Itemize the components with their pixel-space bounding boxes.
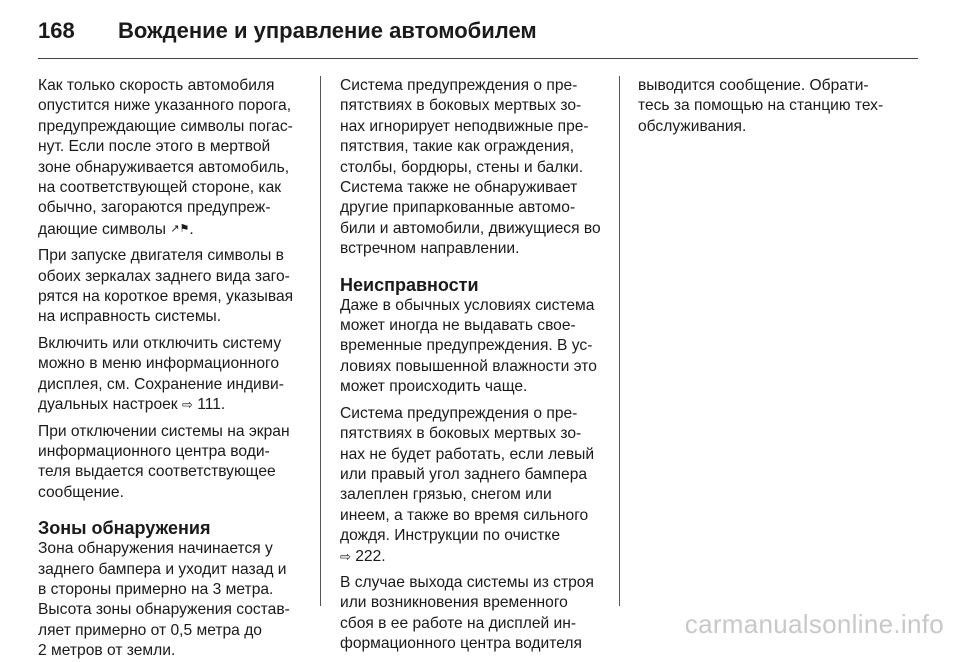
paragraph	[340, 296, 608, 398]
text-line: обслуживания.	[638, 117, 747, 135]
text-line: можно в меню информационного	[38, 355, 280, 373]
text-line: может иногда не выдавать свое-	[340, 317, 576, 335]
text-line: Система также не обнаруживает	[340, 179, 578, 197]
text-line	[38, 219, 310, 240]
text-line: информационного центра води-	[38, 442, 270, 460]
page-reference-arrow-icon: ⇨	[340, 548, 351, 564]
text-line: При запуске двигателя символы в	[38, 247, 284, 265]
paragraph	[38, 539, 310, 661]
text-line: на соответствующей стороне, как	[38, 179, 282, 197]
blind-spot-warning-icon: ↗⚑	[170, 222, 190, 235]
text-line: нах игнорирует неподвижные пре-	[340, 117, 589, 135]
paragraph	[340, 404, 608, 567]
page-reference[interactable]: 111.	[197, 396, 226, 414]
text-line	[340, 547, 608, 567]
text-line: сообщение.	[38, 483, 124, 501]
column-1	[38, 76, 310, 662]
text-line: теля выдается соответствующее	[38, 463, 276, 481]
text-line: столбы, бордюры, стены и балки.	[340, 158, 584, 176]
watermark: carmanualsonline.info	[684, 609, 944, 639]
text-line: или правый угол заднего бампера	[340, 465, 588, 483]
text-line: ловиях повышенной влажности это	[340, 357, 597, 375]
text-line: обоих зеркалах заднего вида заго-	[38, 267, 290, 285]
text-fragment: дуальных настроек	[38, 396, 178, 414]
header-divider	[38, 58, 918, 59]
text-line: Система предупреждения о пре-	[340, 404, 578, 422]
text-line: дождя. Инструкции по очистке	[340, 527, 561, 545]
text-line: опустится ниже указанного порога,	[38, 97, 292, 115]
text-line: Как только скорость автомобиля	[38, 77, 275, 94]
paragraph	[38, 246, 310, 328]
text-fragment: дающие символы	[38, 220, 166, 238]
text-line: 2 метров от земли.	[38, 642, 176, 660]
text-line: на исправность системы.	[38, 308, 222, 326]
text-line: выводится сообщение. Обрати-	[638, 77, 869, 94]
text-line: предупреждающие символы погас-	[38, 117, 293, 135]
text-line: зоне обнаруживается автомобиль,	[38, 158, 290, 176]
text-line: били и автомобили, движущиеся во	[340, 219, 601, 237]
text-line: в стороны примерно на 3 метра.	[38, 580, 274, 598]
paragraph	[38, 422, 310, 504]
text-line: пятствия, такие как ограждения,	[340, 138, 575, 156]
text-line: обычно, загораются предупреж-	[38, 199, 271, 217]
page-title: Вождение и управление автомобилем	[118, 18, 537, 43]
text-line: Система предупреждения о пре-	[340, 77, 578, 94]
paragraph	[38, 76, 310, 240]
text-line: сбоя в ее работе на дисплей ин-	[340, 614, 577, 632]
page-header	[38, 18, 537, 48]
column-3	[638, 76, 908, 137]
paragraph	[340, 76, 608, 260]
text-line: рятся на короткое время, указывая	[38, 288, 294, 306]
text-line: временные предупреждения. В ус-	[340, 337, 593, 355]
page-reference[interactable]: 222.	[355, 547, 386, 565]
text-line: пятствиях в боковых мертвых зо-	[340, 97, 582, 115]
section-heading: Неисправности	[340, 274, 479, 295]
text-line: тесь за помощью на станцию тех-	[638, 97, 884, 115]
text-line: другие припаркованные автомо-	[340, 199, 576, 217]
text-line: заднего бампера и уходит назад и	[38, 560, 287, 578]
text-line: формационного центра водителя	[340, 635, 582, 653]
text-line: нут. Если после этого в мертвой	[38, 138, 271, 156]
page-number: 168	[38, 18, 75, 43]
text-line: Высота зоны обнаружения состав-	[38, 601, 290, 619]
text-line: пятствиях в боковых мертвых зо-	[340, 425, 582, 443]
text-line: нах не будет работать, если левый	[340, 445, 595, 463]
section-heading: Зоны обнаружения	[38, 518, 211, 539]
text-line: встречном направлении.	[340, 240, 520, 258]
text-line: дисплея, см. Сохранение индиви-	[38, 375, 284, 393]
text-line: инеем, а также во время сильного	[340, 506, 589, 524]
column-2	[340, 76, 608, 655]
text-line: В случае выхода системы из строя	[340, 573, 594, 591]
paragraph	[638, 76, 908, 137]
text-line: может происходить чаще.	[340, 378, 528, 396]
text-fragment: .	[189, 220, 194, 238]
text-line	[38, 395, 310, 415]
text-line: Даже в обычных условиях система	[340, 296, 595, 314]
paragraph	[38, 334, 310, 416]
text-line: При отключении системы на экран	[38, 422, 290, 440]
column-divider-1	[320, 76, 321, 606]
paragraph	[340, 573, 608, 655]
column-divider-2	[619, 76, 620, 606]
text-line: залеплен грязью, снегом или	[340, 486, 552, 504]
text-line: или возникновения временного	[340, 594, 568, 612]
text-line: Зона обнаружения начинается у	[38, 540, 273, 558]
text-line: Включить или отключить систему	[38, 334, 282, 352]
text-line: ляет примерно от 0,5 метра до	[38, 621, 262, 639]
page-reference-arrow-icon: ⇨	[181, 397, 193, 413]
